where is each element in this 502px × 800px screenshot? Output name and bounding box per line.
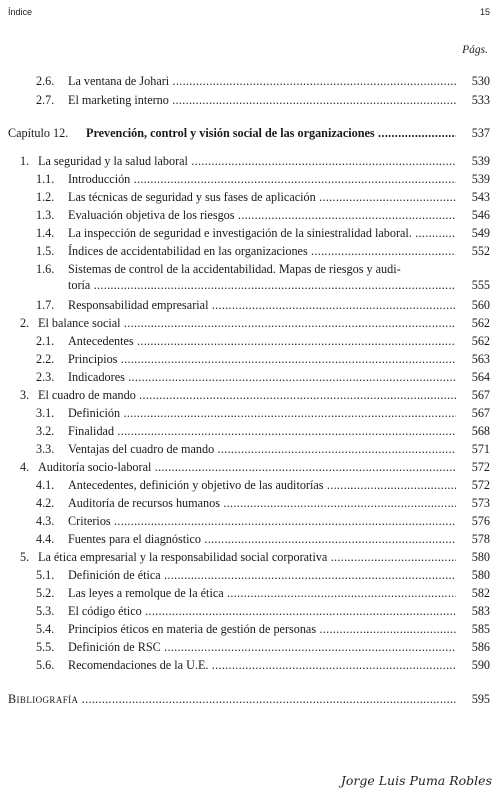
- toc-title: Antecedentes .....: [68, 332, 456, 350]
- toc-title: Recomendaciones de la U.E. .....: [68, 656, 456, 674]
- toc-entry: [0, 476, 502, 494]
- toc-page: 586: [471, 640, 490, 654]
- toc-number: 5.5.: [36, 640, 55, 654]
- toc-title: Definición .....: [68, 404, 456, 422]
- toc-entry: [0, 296, 502, 314]
- toc-page: 537: [471, 126, 490, 140]
- toc-chapter-title: Prevención, control y visión social de las organizaciones .....: [86, 124, 456, 142]
- toc-number: 3.1.: [36, 406, 55, 420]
- toc-number: 2.7.: [36, 93, 55, 107]
- toc-entry-multiline: [0, 260, 502, 294]
- toc-entry: [0, 638, 502, 656]
- toc-title-line-2-text: toría: [68, 278, 91, 292]
- toc-entry: [0, 584, 502, 602]
- toc-number: 4.2.: [36, 496, 55, 510]
- toc-title-line-2: [68, 276, 456, 294]
- toc-page: 568: [471, 424, 490, 438]
- toc-entry: [0, 242, 502, 260]
- toc-title: Criterios .....: [68, 512, 456, 530]
- toc-page: 582: [471, 586, 490, 600]
- toc-page: 595: [471, 692, 490, 706]
- toc-page: 539: [471, 154, 490, 168]
- toc-page: 585: [471, 622, 490, 636]
- toc-page: 530: [471, 74, 490, 88]
- toc-number: 2.: [20, 316, 30, 330]
- toc-number: 1.3.: [36, 208, 55, 222]
- toc-entry: [0, 188, 502, 206]
- toc-number: 2.3.: [36, 370, 55, 384]
- toc-title: Principios éticos en materia de gestión de personas .....: [68, 620, 456, 638]
- toc-title: El balance social .....: [38, 314, 456, 332]
- toc-chapter-entry: [0, 124, 502, 142]
- toc-title: Las técnicas de seguridad y sus fases de aplicación .....: [68, 188, 456, 206]
- toc-number: 1.: [20, 154, 30, 168]
- toc-number: 1.4.: [36, 226, 55, 240]
- toc-title: Responsabilidad empresarial .....: [68, 296, 456, 314]
- toc-page: 567: [471, 406, 490, 420]
- toc-number: 1.1.: [36, 172, 55, 186]
- toc-number: 4.3.: [36, 514, 55, 528]
- toc-chapter-number: Capítulo 12.: [8, 126, 69, 140]
- toc-entry: [0, 386, 502, 404]
- toc-entry: [0, 314, 502, 332]
- toc-number: 2.1.: [36, 334, 55, 348]
- toc-page: 580: [471, 550, 490, 564]
- toc-page: 563: [471, 352, 490, 366]
- toc-entry: [0, 350, 502, 368]
- toc-title: Principios .....: [68, 350, 456, 368]
- toc-entry: [0, 512, 502, 530]
- toc-entry: [0, 656, 502, 674]
- toc-entry: [0, 458, 502, 476]
- toc-entry: [0, 91, 502, 109]
- toc-page: 533: [471, 93, 490, 107]
- toc-entry: [0, 332, 502, 350]
- toc-page: 578: [471, 532, 490, 546]
- toc-page: 546: [471, 208, 490, 222]
- toc-page: 576: [471, 514, 490, 528]
- author-signature: Jorge Luis Puma Robles: [340, 773, 492, 788]
- toc-number: 4.1.: [36, 478, 55, 492]
- toc-entry: [0, 170, 502, 188]
- toc-title: Índices de accidentabilidad en las organizaciones .....: [68, 242, 456, 260]
- toc-entry: [0, 206, 502, 224]
- toc-page: 580: [471, 568, 490, 582]
- toc-entry: [0, 548, 502, 566]
- toc-page: 555: [471, 278, 490, 292]
- toc-title: La ética empresarial y la responsabilidad social corporativa .....: [38, 548, 456, 566]
- toc-entry: [0, 620, 502, 638]
- toc-number: 5.4.: [36, 622, 55, 636]
- toc-number: 1.7.: [36, 298, 55, 312]
- toc-page: 573: [471, 496, 490, 510]
- toc-title: El marketing interno .....: [68, 91, 456, 109]
- toc-page: 590: [471, 658, 490, 672]
- toc-page: 552: [471, 244, 490, 258]
- toc-title: Evaluación objetiva de los riesgos .....: [68, 206, 456, 224]
- toc-title: Introducción .....: [68, 170, 456, 188]
- toc-number: 3.2.: [36, 424, 55, 438]
- toc-page: 564: [471, 370, 490, 384]
- toc-number: 5.6.: [36, 658, 55, 672]
- toc-number: 1.2.: [36, 190, 55, 204]
- toc-page: 572: [471, 478, 490, 492]
- toc-bibliography-title: Bibliografía .....: [8, 690, 456, 708]
- toc-bibliography-entry: [0, 690, 502, 708]
- toc-title: Antecedentes, definición y objetivo de las auditorías .....: [68, 476, 456, 494]
- toc-number: 4.: [20, 460, 30, 474]
- toc-title: La inspección de seguridad e investigación de la siniestralidad laboral. .....: [68, 224, 456, 242]
- toc-page: 572: [471, 460, 490, 474]
- toc-page: 562: [471, 334, 490, 348]
- toc-number: 4.4.: [36, 532, 55, 546]
- toc-title: El código ético .....: [68, 602, 456, 620]
- toc-number: 3.3.: [36, 442, 55, 456]
- toc-title: Finalidad .....: [68, 422, 456, 440]
- toc-title: La seguridad y la salud laboral .....: [38, 152, 456, 170]
- toc-title: El cuadro de mando .....: [38, 386, 456, 404]
- toc-entry: [0, 224, 502, 242]
- toc-page: 562: [471, 316, 490, 330]
- toc-entry: [0, 530, 502, 548]
- toc-title: Auditoría socio-laboral .....: [38, 458, 456, 476]
- toc-title: Ventajas del cuadro de mando .....: [68, 440, 456, 458]
- toc-entry: [0, 422, 502, 440]
- toc-entry: [0, 152, 502, 170]
- toc-entry: [0, 404, 502, 422]
- toc-number: 5.2.: [36, 586, 55, 600]
- toc-page: 549: [471, 226, 490, 240]
- toc-number: 1.6.: [36, 262, 55, 276]
- running-header: [8, 7, 490, 17]
- toc-page: 560: [471, 298, 490, 312]
- toc-page: 583: [471, 604, 490, 618]
- toc-page: 567: [471, 388, 490, 402]
- toc-entry: [0, 566, 502, 584]
- toc-number: 3.: [20, 388, 30, 402]
- toc-title: Definición de ética .....: [68, 566, 456, 584]
- pages-column-label: Págs.: [462, 44, 488, 56]
- toc-entry: [0, 72, 502, 90]
- toc-entry: [0, 494, 502, 512]
- toc-number: 5.1.: [36, 568, 55, 582]
- toc-title: Indicadores .....: [68, 368, 456, 386]
- toc-title: Las leyes a remolque de la ética .....: [68, 584, 456, 602]
- toc-entry: [0, 368, 502, 386]
- header-section-title: Índice: [8, 7, 33, 17]
- toc-title-line-1: Sistemas de control de la accidentabilidad. Mapas de riesgos y audi-: [68, 262, 401, 276]
- toc-page: 539: [471, 172, 490, 186]
- toc-number: 1.5.: [36, 244, 55, 258]
- toc-page: 543: [471, 190, 490, 204]
- toc-number: 2.2.: [36, 352, 55, 366]
- toc-title: Fuentes para el diagnóstico .....: [68, 530, 456, 548]
- toc-page: 571: [471, 442, 490, 456]
- toc-entry: [0, 440, 502, 458]
- toc-title: Auditoría de recursos humanos .....: [68, 494, 456, 512]
- toc-number: 5.: [20, 550, 30, 564]
- toc-number: 2.6.: [36, 74, 55, 88]
- toc-title: La ventana de Johari .....: [68, 72, 456, 90]
- toc-number: 5.3.: [36, 604, 55, 618]
- toc-entry: [0, 602, 502, 620]
- header-page-number: 15: [479, 7, 490, 17]
- toc-title: Definición de RSC .....: [68, 638, 456, 656]
